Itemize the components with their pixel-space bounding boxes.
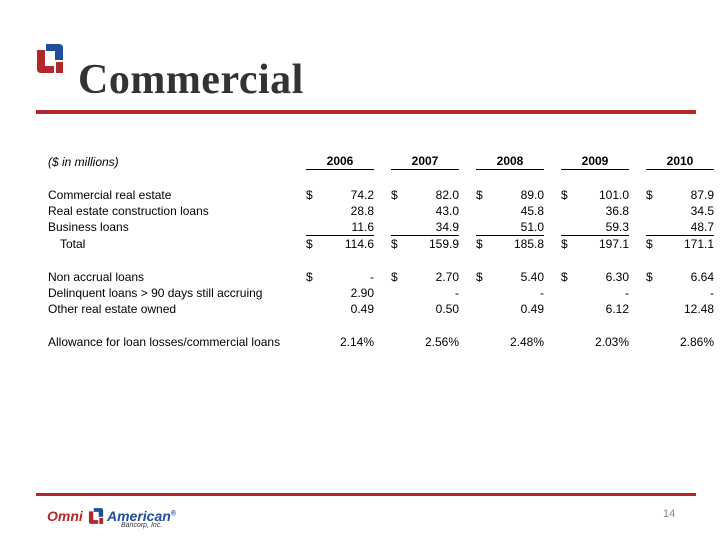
currency-symbol: $	[476, 270, 483, 284]
row-label: Business loans	[48, 220, 129, 235]
currency-symbol: $	[561, 237, 568, 251]
logo-text-omni: Omni	[47, 508, 83, 524]
cell-value: 59.3	[579, 219, 629, 236]
table-row	[48, 219, 714, 236]
table-row	[48, 334, 714, 350]
cell-value: 48.7	[664, 219, 714, 236]
cell-value: 36.8	[605, 204, 629, 218]
year-header: 2009	[561, 153, 629, 170]
cell-value: 114.6	[344, 237, 374, 251]
cell-value: 2.14%	[339, 335, 374, 349]
table-row	[48, 269, 714, 285]
currency-symbol: $	[646, 237, 653, 251]
cell-value: 6.12	[605, 302, 629, 316]
cell-value: 2.70	[435, 270, 459, 284]
cell-value: 82.0	[435, 188, 459, 202]
currency-symbol: $	[306, 270, 313, 284]
cell-value: 28.8	[350, 204, 374, 218]
year-header: 2007	[391, 153, 459, 170]
footer-divider	[36, 493, 696, 496]
logo-text-american: American®	[107, 508, 176, 524]
cell-value: 159.9	[428, 237, 459, 251]
currency-symbol: $	[306, 237, 313, 251]
units-label: ($ in millions)	[48, 154, 119, 169]
commercial-loans-table	[48, 153, 714, 350]
currency-symbol: $	[391, 237, 398, 251]
cell-value: -	[540, 286, 544, 300]
cell-value: 43.0	[435, 204, 459, 218]
year-header: 2006	[306, 153, 374, 170]
cell-value: 51.0	[494, 219, 544, 236]
currency-symbol: $	[391, 270, 398, 284]
currency-symbol: $	[561, 188, 568, 202]
cell-value: 6.64	[690, 270, 714, 284]
table-row	[48, 285, 714, 301]
row-label: Non accrual loans	[48, 270, 145, 284]
cell-value: 74.2	[350, 188, 374, 202]
cell-value: 87.9	[690, 188, 714, 202]
cell-value: 185.8	[513, 237, 544, 251]
cell-value: 45.8	[520, 204, 544, 218]
table-row	[48, 301, 714, 317]
cell-value: 2.86%	[679, 335, 714, 349]
table-row	[48, 187, 714, 203]
cell-value: 2.56%	[424, 335, 459, 349]
cell-value: -	[370, 270, 374, 284]
cell-value: 0.49	[350, 302, 374, 316]
omniamerican-mark-icon	[35, 42, 65, 75]
row-label: Allowance for loan losses/commercial loans	[48, 335, 281, 349]
currency-symbol: $	[646, 270, 653, 284]
row-label: Commercial real estate	[48, 188, 172, 202]
footer-logo	[47, 505, 227, 531]
row-label: Delinquent loans > 90 days still accruing	[48, 286, 263, 300]
table-row	[48, 203, 714, 219]
cell-value: 89.0	[520, 188, 544, 202]
logo-text-bancorp: Bancorp, Inc.	[121, 522, 163, 529]
currency-symbol: $	[306, 188, 313, 202]
cell-value: 34.5	[690, 204, 714, 218]
cell-value: 2.48%	[509, 335, 544, 349]
cell-value: 2.03%	[594, 335, 629, 349]
cell-value: 5.40	[520, 270, 544, 284]
currency-symbol: $	[476, 237, 483, 251]
year-header: 2010	[646, 153, 714, 170]
header-divider	[36, 110, 696, 114]
cell-value: 197.1	[598, 237, 629, 251]
row-label: Other real estate owned	[48, 302, 177, 316]
cell-value: 11.6	[324, 219, 374, 236]
cell-value: -	[625, 286, 629, 300]
currency-symbol: $	[561, 270, 568, 284]
cell-value: -	[710, 286, 714, 300]
cell-value: 0.49	[520, 302, 544, 316]
cell-value: 34.9	[409, 219, 459, 236]
currency-symbol: $	[391, 188, 398, 202]
page-number: 14	[663, 508, 676, 520]
cell-value: 12.48	[683, 302, 714, 316]
table-header-row	[48, 153, 714, 170]
cell-value: 2.90	[350, 286, 374, 300]
table-row-total	[48, 236, 714, 253]
row-label: Real estate construction loans	[48, 204, 209, 218]
year-header: 2008	[476, 153, 544, 170]
cell-value: 171.1	[683, 237, 714, 251]
cell-value: 6.30	[605, 270, 629, 284]
cell-value: 0.50	[435, 302, 459, 316]
omniamerican-mark-icon	[87, 507, 105, 525]
row-label: Total	[60, 236, 86, 251]
cell-value: 101.0	[598, 188, 629, 202]
currency-symbol: $	[476, 188, 483, 202]
page-title: Commercial	[78, 57, 304, 103]
cell-value: -	[455, 286, 459, 300]
currency-symbol: $	[646, 188, 653, 202]
